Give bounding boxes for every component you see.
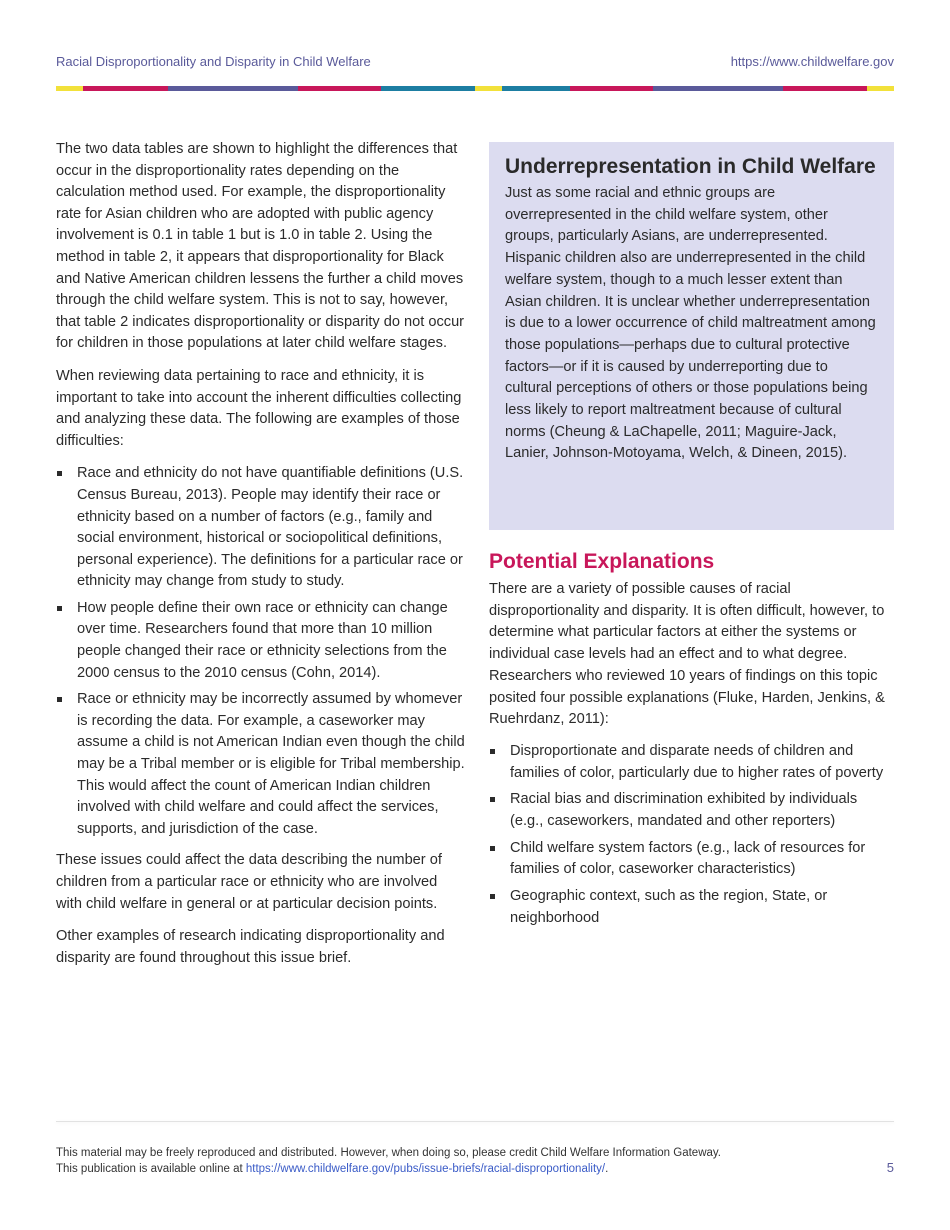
footer-availability <box>56 1161 836 1177</box>
paragraph: These issues could affect the data describing the number of children from a particular race or ethnicity who are involved with child welfare in general or at particular decision points. <box>56 852 442 912</box>
color-bar-segment <box>570 86 653 91</box>
explanations-list <box>489 741 894 930</box>
publication-link[interactable]: https://www.childwelfare.gov/pubs/issue-briefs/racial-disproportionality/ <box>245 1163 606 1175</box>
color-bar-segment <box>168 86 233 91</box>
color-bar-segment <box>783 86 867 91</box>
paragraph: The two data tables are shown to highlight the differences that occur in the disproportionality rates depending on the calculation method used. For example, the disproportionality rate for Asian children who are adopted with public agency involvement is 0.1 in table 1 but is 1.0 in table 2. Using the method in table 2, it appears that disproportionality for Black and Native American children lessens the further a child moves through the child welfare system. This is not to say, however, that table 2 indicates disproportionality or disparity do not occur for children in those populations at later child welfare stages. <box>56 141 465 352</box>
paragraph: Other examples of research indicating disproportionality and disparity are found throughout this issue brief. <box>56 928 445 966</box>
footer-prefix: This publication is available online at <box>56 1163 246 1175</box>
color-bar-segment <box>475 86 502 91</box>
color-bar-segment <box>298 86 381 91</box>
footer-suffix: . <box>605 1163 609 1175</box>
paragraph: There are a variety of possible causes of racial disproportionality and disparity. It is often difficult, however, to determine what particular factors at either the systems or individual case levels had an effect and to what degree. Researchers who reviewed 10 years of findings on this topic posited four possible explanations (Fluke, Harden, Jenkins, & Ruehrdanz, 2011): <box>489 581 885 728</box>
right-column <box>489 548 894 940</box>
footer-notice: This material may be freely reproduced and distributed. However, when doing so, please credit Child Welfare Information Gateway. <box>56 1147 721 1159</box>
color-bar-segment <box>56 86 83 91</box>
page-number: 5 <box>886 1160 894 1175</box>
difficulties-list <box>56 463 466 840</box>
list-item: Child welfare system factors (e.g., lack of resources for families of color, caseworker characteristics) <box>489 838 894 881</box>
color-bar-segment <box>653 86 783 91</box>
underrepresentation-sidebar <box>489 142 894 530</box>
section-heading: Potential Explanations <box>489 550 715 573</box>
color-bar-segment <box>83 86 168 91</box>
list-item: Race and ethnicity do not have quantifiable definitions (U.S. Census Bureau, 2013). People may identify their race or ethnicity based on a number of factors (e.g., family and social environment, historical or sociopolitical definitions, personal experience). The definitions for a particular race or ethnicity may change from study to study. <box>56 463 466 593</box>
paragraph: When reviewing data pertaining to race and ethnicity, it is important to take into account the inherent difficulties collecting and analyzing these data. The following are examples of those difficulties: <box>56 367 462 449</box>
sidebar-body: Just as some racial and ethnic groups are overrepresented in the child welfare system, other groups, particularly Asians, are underrepresented. Hispanic children also are underrepresented in the child welfare system, though to a much lesser extent than Asian children. It is unclear whether underrepresentation is due to a lower occurrence of child maltreatment among those populations—perhaps due to cultural protective factors—or if it is caused by underreporting due to cultural perceptions of others or those populations being less likely to report maltreatment because of cultural norms (Cheung & LaChapelle, 2011; Maguire-Jack, Lanier, Johnson-Motoyama, Welch, & Dineen, 2015). <box>505 185 876 462</box>
list-item: How people define their own race or ethnicity can change over time. Researchers found that more than 10 million people changed their race or ethnicity selections from the 2000 census to the 2010 census (Cohn, 2014). <box>56 598 466 684</box>
left-column <box>56 139 466 980</box>
sidebar-heading: Underrepresentation in Child Welfare <box>505 155 876 178</box>
footer-divider <box>56 1121 894 1122</box>
color-bar-segment <box>867 86 894 91</box>
header-color-bar <box>56 86 894 91</box>
list-item: Disproportionate and disparate needs of children and families of color, particularly due to higher rates of poverty <box>489 741 894 784</box>
color-bar-segment <box>502 86 570 91</box>
site-url-link[interactable]: https://www.childwelfare.gov <box>730 54 894 69</box>
list-item: Geographic context, such as the region, State, or neighborhood <box>489 886 894 929</box>
page-footer <box>56 1145 836 1177</box>
color-bar-segment <box>233 86 298 91</box>
list-item: Racial bias and discrimination exhibited by individuals (e.g., caseworkers, mandated and other reporters) <box>489 789 894 832</box>
document-title: Racial Disproportionality and Disparity in Child Welfare <box>56 54 371 69</box>
page-header <box>56 54 894 74</box>
color-bar-segment <box>381 86 475 91</box>
list-item: Race or ethnicity may be incorrectly assumed by whomever is recording the data. For example, a caseworker may assume a child is not American Indian even though the child may be a Tribal member or is eligible for Tribal membership. This would affect the count of American Indian children involved with child welfare and could affect the services, supports, and jurisdiction of the case. <box>56 689 466 840</box>
